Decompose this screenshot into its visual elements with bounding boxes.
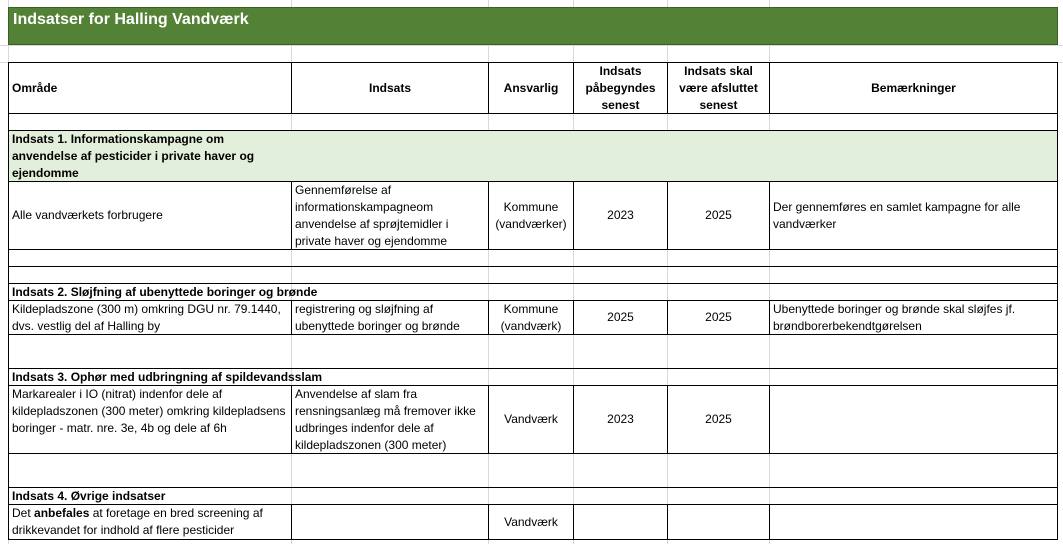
section-4-start[interactable] (573, 504, 668, 540)
blank-row[interactable] (8, 266, 1058, 284)
section-1-end[interactable]: 2025 (667, 181, 770, 250)
section-1-responsible[interactable]: Kommune (vandværker) (488, 181, 574, 250)
section-2-heading[interactable]: Indsats 2. Sløjfning af ubenyttede boringer og brønde (8, 283, 1058, 301)
section-4-responsible[interactable]: Vandværk (488, 504, 574, 540)
section-3-action[interactable]: Anvendelse af slam fra rensningsanlæg må fremover ikke udbringes indenfor dele af kildepladszonen (300 meter) (291, 385, 489, 454)
section-1-action[interactable]: Gennemførelse af informationskampagneom anvendelse af sprøjtemidler i private haver og ejendomme (291, 181, 489, 250)
header-area[interactable]: Område (8, 62, 292, 114)
header-responsible[interactable]: Ansvarlig (488, 62, 574, 114)
header-end[interactable]: Indsats skal være afsluttet senest (667, 62, 770, 114)
section-1-start[interactable]: 2023 (573, 181, 668, 250)
section-4-area[interactable] (8, 504, 292, 540)
blank-row[interactable] (8, 249, 1058, 267)
section-4-area-rest: at foretage en bred screening af drikkevandet for indhold af flere pesticider (12, 506, 263, 537)
section-2-responsible[interactable]: Kommune (vandværk) (488, 300, 574, 335)
section-1-heading: Indsats 1. Informationskampagne om anvendelse af pesticider i private haver og ejendomme (12, 132, 255, 180)
header-remarks[interactable]: Bemærkninger (769, 62, 1058, 114)
section-1-area[interactable]: Alle vandværkets forbrugere (8, 181, 292, 250)
section-2-end[interactable]: 2025 (667, 300, 770, 335)
section-4-heading[interactable]: Indsats 4. Øvrige indsatser (8, 487, 1058, 505)
section-3-responsible[interactable]: Vandværk (488, 385, 574, 454)
section-3-start[interactable]: 2023 (573, 385, 668, 454)
blank-row[interactable] (8, 470, 1058, 488)
gridline (0, 45, 1063, 46)
blank-row[interactable] (8, 334, 1058, 352)
blank-row[interactable] (8, 113, 1058, 131)
section-3-heading[interactable]: Indsats 3. Ophør med udbringning af spildevandsslam (8, 368, 1058, 386)
blank-row[interactable] (8, 351, 1058, 369)
header-action[interactable]: Indsats (291, 62, 489, 114)
section-4-area-prefix: Det (12, 506, 35, 520)
section-1-remarks[interactable]: Der gennemføres en samlet kampagne for alle vandværker (769, 181, 1058, 250)
section-4-remarks[interactable] (769, 504, 1058, 540)
page-title: Indsatser for Halling Vandværk (13, 11, 249, 28)
title-bar[interactable] (8, 7, 1058, 45)
blank-row[interactable] (8, 453, 1058, 471)
section-3-end[interactable]: 2025 (667, 385, 770, 454)
section-2-remarks[interactable]: Ubenyttede boringer og brønde skal sløjfes jf. brøndborerbekendtgørelsen (769, 300, 1058, 335)
section-2-area[interactable]: Kildepladszone (300 m) omkring DGU nr. 79.1440, dvs. vestlig del af Halling by (8, 300, 292, 335)
section-4-area-bold: anbefales (34, 506, 90, 520)
section-3-remarks[interactable] (769, 385, 1058, 454)
section-3-area[interactable]: Markarealer i IO (nitrat) indenfor dele af kildepladszonen (300 meter) omkring kildepladsens boringer - matr. nre. 3e, 4b og dele af 6h (8, 385, 292, 454)
section-2-start[interactable]: 2025 (573, 300, 668, 335)
section-4-action[interactable] (291, 504, 489, 540)
section-1-heading-row[interactable] (8, 130, 1058, 182)
section-2-action[interactable]: registrering og sløjfning af ubenyttede boringer og brønde (291, 300, 489, 335)
section-4-end[interactable] (667, 504, 770, 540)
header-start[interactable]: Indsats påbegyndes senest (573, 62, 668, 114)
